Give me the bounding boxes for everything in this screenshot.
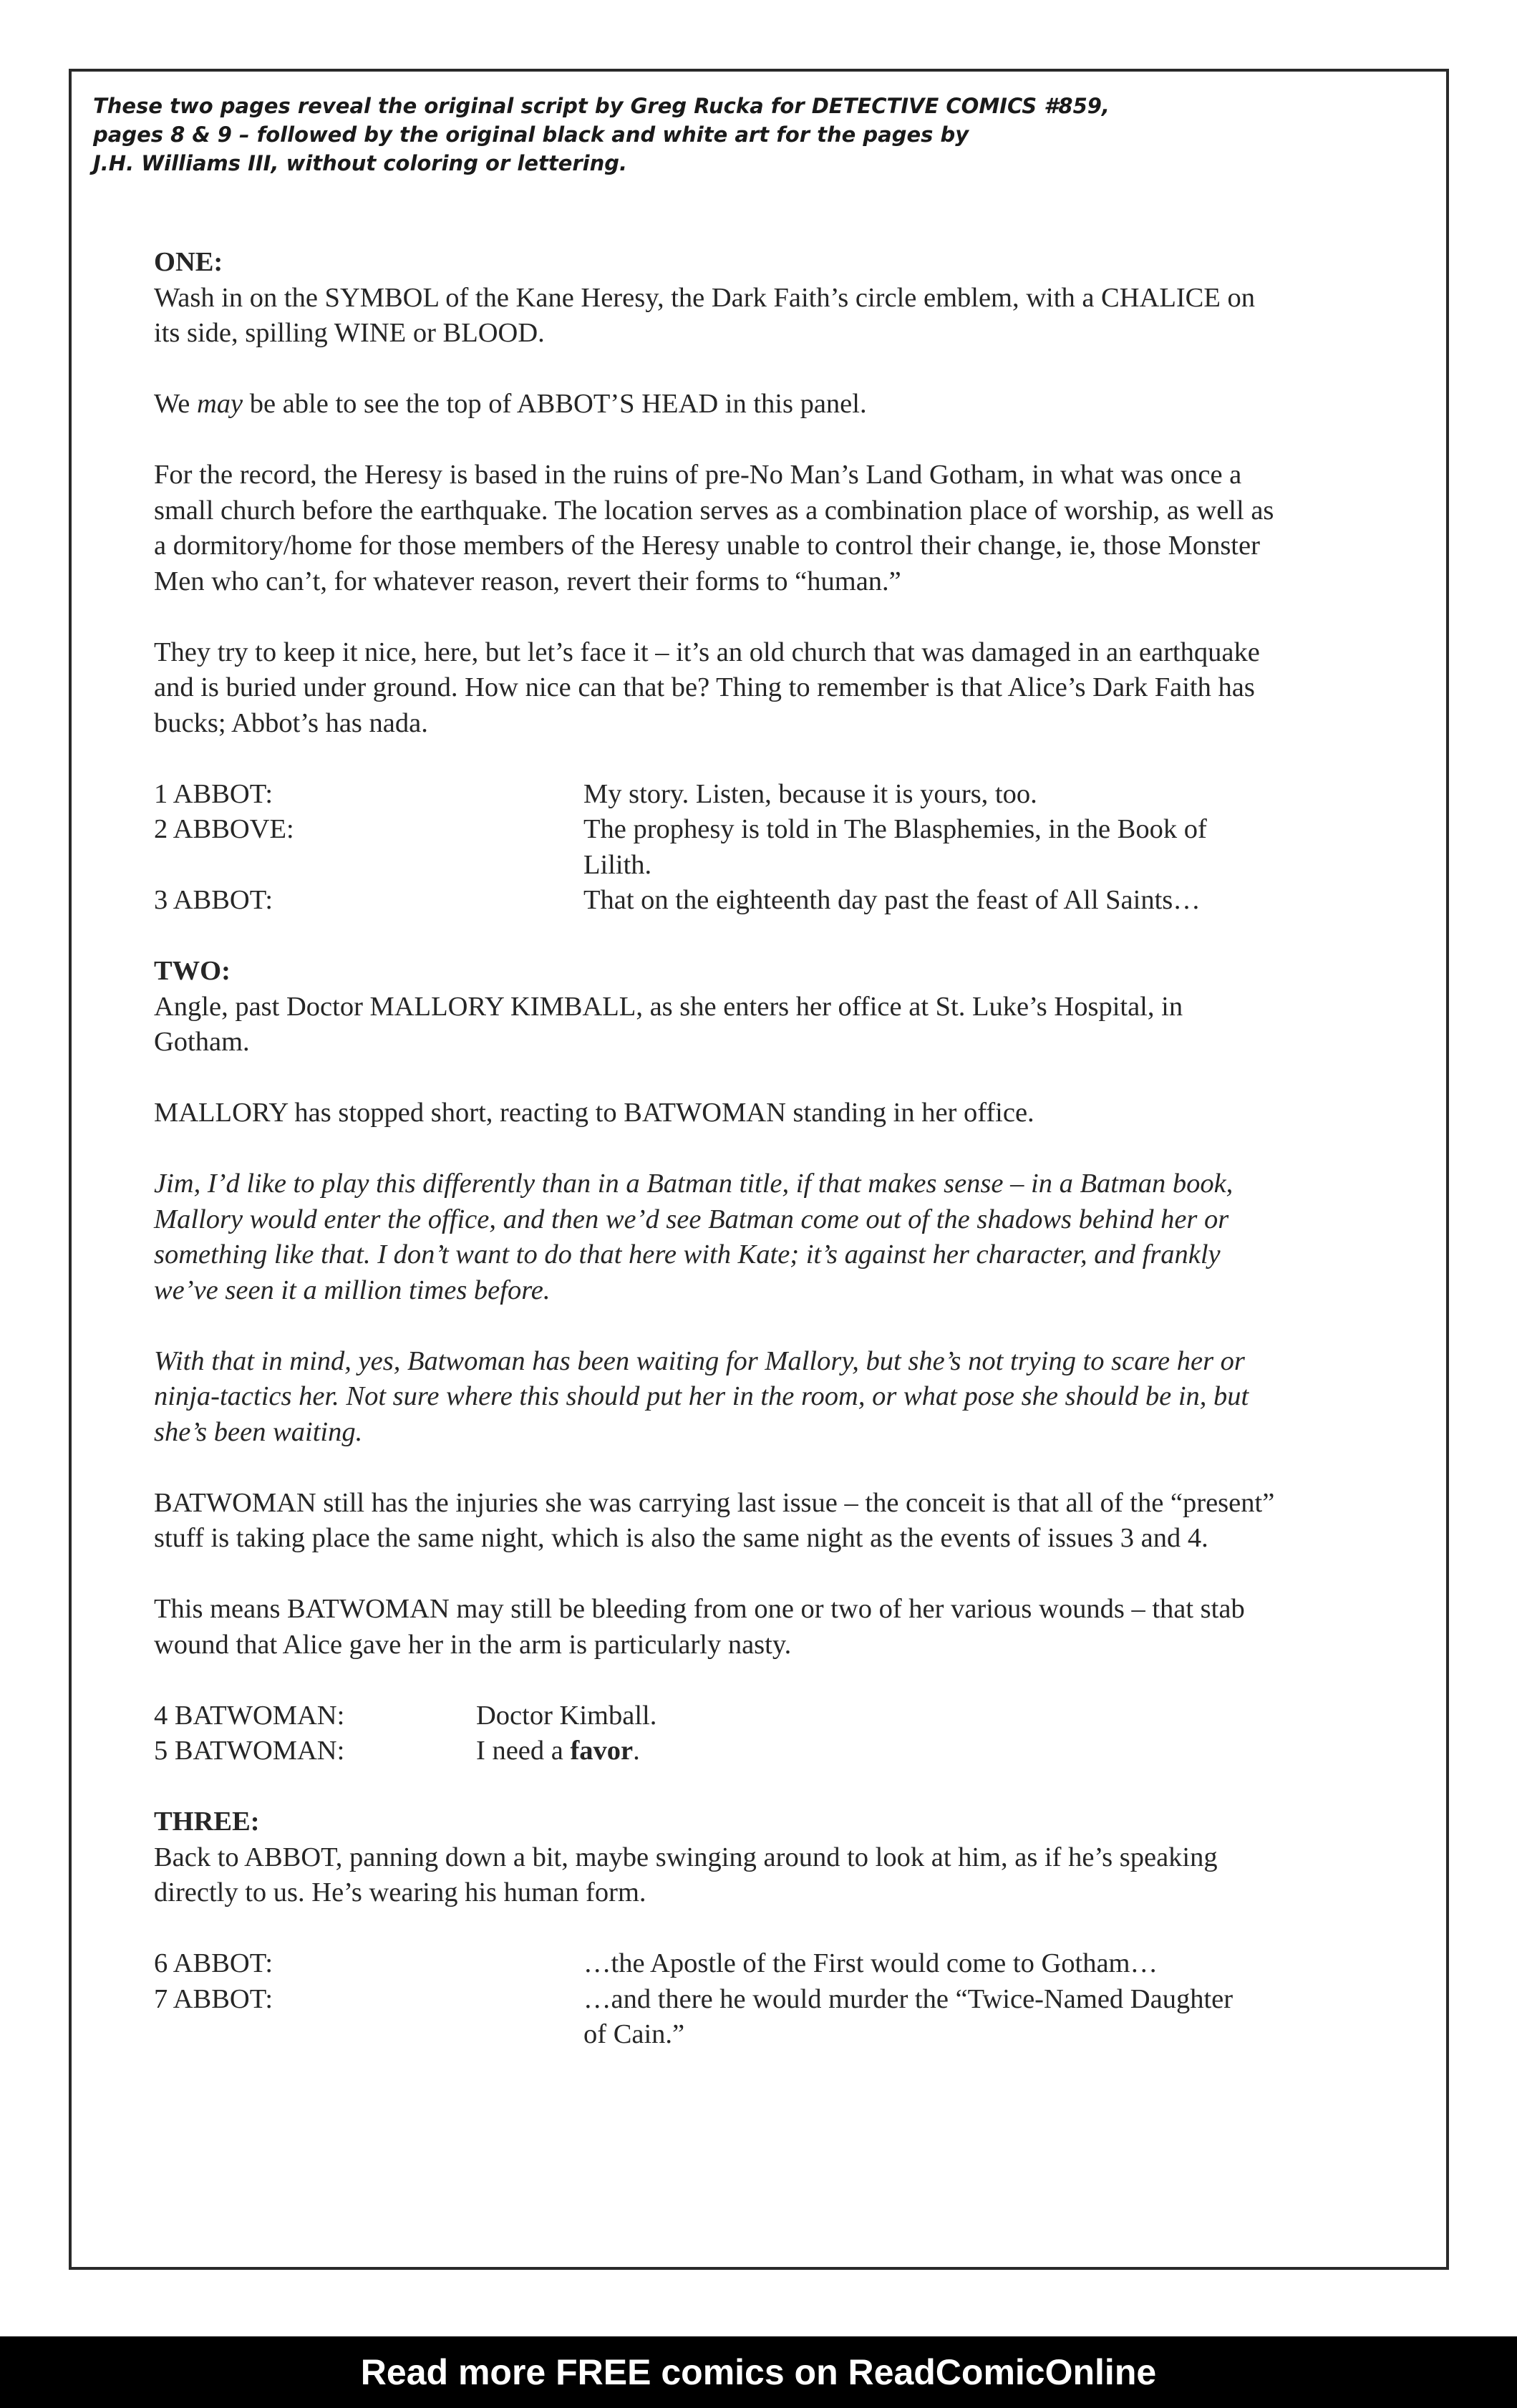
dialogue-row [154, 1698, 1371, 1734]
dialogue-text: My story. Listen, because it is yours, too. [583, 778, 1037, 809]
speaker-label: 6 ABBOT: [154, 1948, 273, 1978]
paragraph-line: wound that Alice gave her in the arm is particularly nasty. [154, 1629, 792, 1660]
paragraph-line: They try to keep it nice, here, but let’s face it – it’s an old church that was damaged in an earthquake [154, 637, 1260, 667]
paragraph-line: stuff is taking place the same night, which is also the same night as the events of issues 3 and 4. [154, 1523, 1208, 1553]
paragraph-line: Angle, past Doctor MALLORY KIMBALL, as she enters her office at St. Luke’s Hospital, in [154, 991, 1183, 1022]
intro-line: pages 8 & 9 – followed by the original black and white art for the pages by [93, 122, 969, 147]
footer-link[interactable]: Read more FREE comics on ReadComicOnline [360, 2352, 1157, 2392]
script-body [154, 245, 1371, 2053]
dialogue-text: I need a favor. [476, 1736, 640, 1766]
paragraph-line: Back to ABBOT, panning down a bit, maybe swinging around to look at him, as if he’s speaking [154, 1842, 1218, 1872]
paragraph-line: Gotham. [154, 1027, 250, 1057]
dialogue-text: of Cain.” [583, 2019, 685, 2049]
italic-note-line: Jim, I’d like to play this differently than in a Batman title, if that makes sense – in a Batman book, [154, 1169, 1234, 1199]
italic-note-line: ninja-tactics her. Not sure where this should put her in the room, or what pose she should be in, but [154, 1381, 1249, 1411]
dialogue-row [154, 1946, 1371, 1982]
bold-emphasis: favor [570, 1736, 634, 1766]
paragraph-line: This means BATWOMAN may still be bleeding from one or two of her various wounds – that stab [154, 1594, 1245, 1624]
speaker-label: 4 BATWOMAN: [154, 1700, 345, 1731]
speaker-label: 1 ABBOT: [154, 778, 273, 809]
italic-note-line: we’ve seen it a million times before. [154, 1275, 551, 1305]
paragraph-line: bucks; Abbot’s has nada. [154, 707, 428, 738]
dialogue-row [154, 1982, 1371, 2053]
dialogue-text: The prophesy is told in The Blasphemies, in the Book of [583, 814, 1207, 844]
paragraph-line: directly to us. He’s wearing his human form. [154, 1877, 646, 1907]
paragraph-line: BATWOMAN still has the injuries she was carrying last issue – the conceit is that all of the “present” [154, 1487, 1275, 1518]
speaker-label: 5 BATWOMAN: [154, 1736, 345, 1766]
paragraph-line: and is buried under ground. How nice can that be? Thing to remember is that Alice’s Dark Faith has [154, 672, 1255, 702]
paragraph-line: its side, spilling WINE or BLOOD. [154, 318, 545, 348]
dialogue-text: Lilith. [583, 849, 652, 880]
panel-three-heading: THREE: [154, 1807, 260, 1837]
paragraph-line: We may be able to see the top of ABBOT’S HEAD in this panel. [154, 389, 867, 419]
dialogue-text: …the Apostle of the First would come to Gotham… [583, 1948, 1158, 1978]
dialogue-text: That on the eighteenth day past the feast of All Saints… [583, 885, 1201, 915]
paragraph-line: Wash in on the SYMBOL of the Kane Heresy, the Dark Faith’s circle emblem, with a CHALICE on [154, 282, 1255, 313]
speaker-label: 7 ABBOT: [154, 1983, 273, 2014]
dialogue-row [154, 1734, 1371, 1769]
dialogue-row [154, 812, 1371, 883]
panel-one-heading: ONE: [154, 247, 223, 277]
italic-note-line: something like that. I don’t want to do that here with Kate; it’s against her character, and frankly [154, 1239, 1221, 1270]
emphasis: may [196, 389, 243, 419]
paragraph-line: Men who can’t, for whatever reason, revert their forms to “human.” [154, 566, 901, 596]
paragraph-line: a dormitory/home for those members of the Heresy unable to control their change, ie, those Monster [154, 531, 1260, 561]
italic-note-line: she’s been waiting. [154, 1416, 363, 1447]
intro-line: J.H. Williams III, without coloring or lettering. [93, 151, 628, 175]
footer-banner[interactable] [0, 2336, 1517, 2408]
intro-note [93, 92, 1239, 178]
dialogue-text: …and there he would murder the “Twice-Named Daughter [583, 1983, 1234, 2014]
speaker-label: 2 ABBOVE: [154, 814, 294, 844]
italic-note-line: With that in mind, yes, Batwoman has been waiting for Mallory, but she’s not trying to scare her or [154, 1345, 1245, 1376]
panel-two-heading: TWO: [154, 956, 231, 986]
italic-note-line: Mallory would enter the office, and then we’d see Batman come out of the shadows behind her or [154, 1204, 1229, 1234]
dialogue-row [154, 777, 1371, 813]
dialogue-row [154, 883, 1371, 919]
intro-line: These two pages reveal the original script by Greg Rucka for DETECTIVE COMICS #859, [93, 94, 1110, 118]
speaker-label: 3 ABBOT: [154, 885, 273, 915]
paragraph-line: small church before the earthquake. The location serves as a combination place of worship, as well as [154, 495, 1274, 526]
dialogue-text: Doctor Kimball. [476, 1700, 657, 1731]
paragraph-line: For the record, the Heresy is based in the ruins of pre-No Man’s Land Gotham, in what was once a [154, 460, 1242, 490]
paragraph-line: MALLORY has stopped short, reacting to BATWOMAN standing in her office. [154, 1098, 1034, 1128]
